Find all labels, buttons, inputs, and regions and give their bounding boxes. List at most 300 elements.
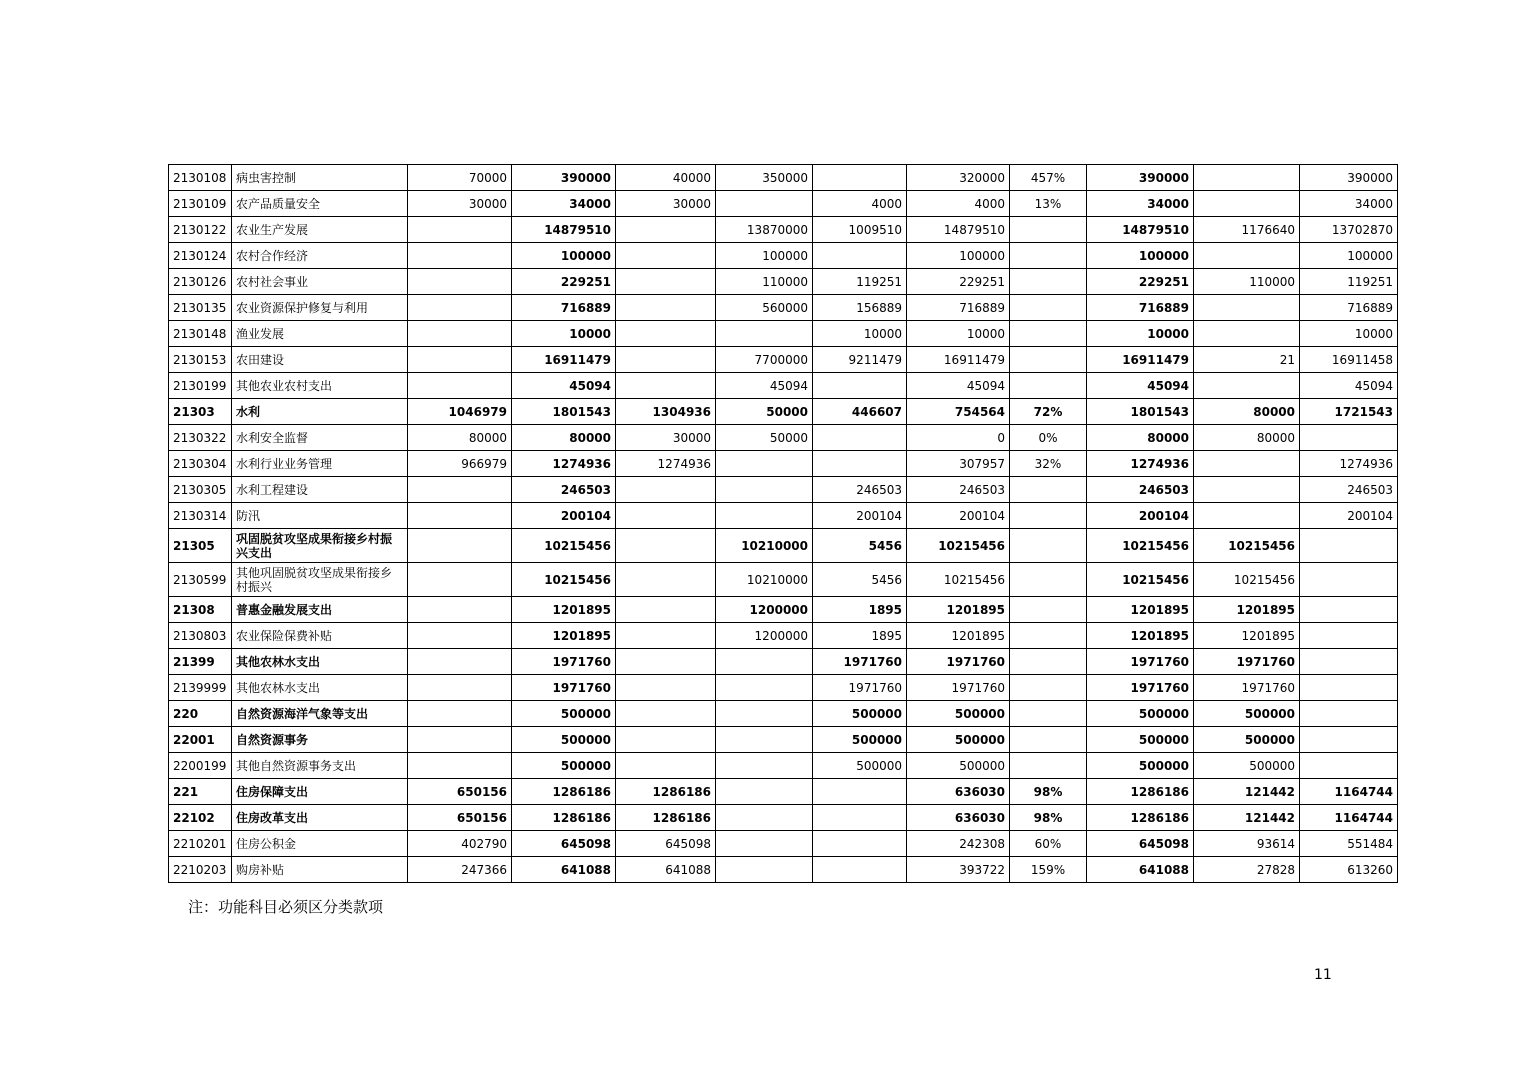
table-cell: 716889 <box>512 295 616 321</box>
table-cell: 1971760 <box>512 675 616 701</box>
table-cell: 200104 <box>512 503 616 529</box>
table-cell: 966979 <box>408 451 512 477</box>
table-cell: 246503 <box>907 477 1010 503</box>
cell-name: 病虫害控制 <box>232 165 408 191</box>
table-cell: 457% <box>1010 165 1087 191</box>
table-cell <box>616 269 716 295</box>
cell-name: 自然资源事务 <box>232 727 408 753</box>
table-cell <box>408 701 512 727</box>
table-cell <box>1010 217 1087 243</box>
cell-code: 2130153 <box>169 347 232 373</box>
table-cell: 110000 <box>716 269 813 295</box>
table-cell: 45094 <box>512 373 616 399</box>
table-cell <box>1194 321 1300 347</box>
cell-name: 自然资源海洋气象等支出 <box>232 701 408 727</box>
table-cell: 500000 <box>512 701 616 727</box>
table-cell <box>616 563 716 597</box>
table-cell: 119251 <box>813 269 907 295</box>
table-row <box>169 701 1398 727</box>
table-cell: 93614 <box>1194 831 1300 857</box>
table-cell: 1286186 <box>616 805 716 831</box>
table-cell: 7700000 <box>716 347 813 373</box>
table-cell: 716889 <box>1087 295 1194 321</box>
table-cell: 121442 <box>1194 779 1300 805</box>
table-row <box>169 649 1398 675</box>
table-cell: 50000 <box>716 425 813 451</box>
cell-name: 农业生产发展 <box>232 217 408 243</box>
table-cell: 246503 <box>1087 477 1194 503</box>
cell-code: 2130108 <box>169 165 232 191</box>
page-number: 11 <box>1314 967 1332 983</box>
table-cell: 500000 <box>907 727 1010 753</box>
budget-table <box>168 164 1398 883</box>
table-cell: 1201895 <box>512 623 616 649</box>
table-row <box>169 727 1398 753</box>
table-row <box>169 373 1398 399</box>
cell-code: 2130322 <box>169 425 232 451</box>
table-row <box>169 399 1398 425</box>
table-cell: 1201895 <box>907 623 1010 649</box>
cell-name: 水利行业业务管理 <box>232 451 408 477</box>
table-cell: 10215456 <box>907 563 1010 597</box>
table-cell <box>408 503 512 529</box>
table-cell: 21 <box>1194 347 1300 373</box>
table-cell <box>1300 597 1398 623</box>
table-cell: 10215456 <box>907 529 1010 563</box>
table-cell: 500000 <box>512 727 616 753</box>
table-row <box>169 753 1398 779</box>
table-cell <box>1010 563 1087 597</box>
table-cell: 34000 <box>512 191 616 217</box>
table-cell: 1201895 <box>512 597 616 623</box>
table-cell: 1200000 <box>716 623 813 649</box>
table-cell: 10215456 <box>512 563 616 597</box>
table-cell: 1286186 <box>512 805 616 831</box>
table-cell: 1721543 <box>1300 399 1398 425</box>
table-cell <box>408 597 512 623</box>
cell-name: 其他自然资源事务支出 <box>232 753 408 779</box>
table-cell <box>616 623 716 649</box>
table-cell: 159% <box>1010 857 1087 883</box>
table-cell <box>716 779 813 805</box>
table-cell <box>1010 373 1087 399</box>
table-cell: 200104 <box>1300 503 1398 529</box>
table-cell: 1274936 <box>1087 451 1194 477</box>
table-cell: 5456 <box>813 529 907 563</box>
table-row <box>169 779 1398 805</box>
table-cell: 200104 <box>1087 503 1194 529</box>
table-cell: 754564 <box>907 399 1010 425</box>
table-body <box>169 165 1398 883</box>
table-cell: 500000 <box>813 701 907 727</box>
table-cell: 80000 <box>408 425 512 451</box>
table-cell: 645098 <box>616 831 716 857</box>
table-row <box>169 675 1398 701</box>
table-cell: 1801543 <box>512 399 616 425</box>
table-cell <box>1194 503 1300 529</box>
table-cell: 307957 <box>907 451 1010 477</box>
table-cell <box>408 477 512 503</box>
table-cell: 393722 <box>907 857 1010 883</box>
cell-name: 其他巩固脱贫攻坚成果衔接乡村振兴 <box>232 563 408 597</box>
table-cell: 16911458 <box>1300 347 1398 373</box>
table-row <box>169 563 1398 597</box>
table-cell: 390000 <box>1300 165 1398 191</box>
table-cell: 500000 <box>907 753 1010 779</box>
table-cell: 45094 <box>1300 373 1398 399</box>
table-cell: 1201895 <box>1087 597 1194 623</box>
table-cell <box>616 321 716 347</box>
table-cell: 500000 <box>813 727 907 753</box>
table-cell <box>1300 425 1398 451</box>
table-cell <box>813 857 907 883</box>
table-cell: 45094 <box>716 373 813 399</box>
table-cell <box>1300 563 1398 597</box>
cell-name: 水利安全监督 <box>232 425 408 451</box>
table-cell: 30000 <box>408 191 512 217</box>
cell-code: 2130148 <box>169 321 232 347</box>
cell-name: 购房补贴 <box>232 857 408 883</box>
table-cell: 13702870 <box>1300 217 1398 243</box>
table-cell: 16911479 <box>512 347 616 373</box>
table-cell: 16911479 <box>907 347 1010 373</box>
cell-name: 农村社会事业 <box>232 269 408 295</box>
table-cell: 1971760 <box>813 649 907 675</box>
table-cell: 1201895 <box>1087 623 1194 649</box>
table-cell: 14879510 <box>1087 217 1194 243</box>
table-cell: 10000 <box>1300 321 1398 347</box>
table-cell: 1895 <box>813 623 907 649</box>
table-cell: 1971760 <box>1194 675 1300 701</box>
table-cell <box>813 165 907 191</box>
table-cell: 50000 <box>716 399 813 425</box>
table-cell <box>1300 727 1398 753</box>
table-cell: 636030 <box>907 805 1010 831</box>
table-cell: 1009510 <box>813 217 907 243</box>
table-cell <box>1300 753 1398 779</box>
table-cell: 72% <box>1010 399 1087 425</box>
table-cell <box>1010 269 1087 295</box>
table-cell <box>1194 191 1300 217</box>
table-cell <box>408 727 512 753</box>
table-cell: 1971760 <box>512 649 616 675</box>
table-cell <box>616 529 716 563</box>
table-cell: 1274936 <box>1300 451 1398 477</box>
table-cell: 156889 <box>813 295 907 321</box>
table-cell: 98% <box>1010 805 1087 831</box>
table-cell: 1971760 <box>1087 675 1194 701</box>
table-cell: 4000 <box>813 191 907 217</box>
table-row <box>169 831 1398 857</box>
cell-name: 巩固脱贫攻坚成果衔接乡村振兴支出 <box>232 529 408 563</box>
table-cell: 45094 <box>1087 373 1194 399</box>
table-cell: 10215456 <box>1194 529 1300 563</box>
table-cell: 10215456 <box>1194 563 1300 597</box>
table-cell: 10215456 <box>512 529 616 563</box>
table-cell <box>616 217 716 243</box>
table-cell: 100000 <box>1087 243 1194 269</box>
table-cell: 10000 <box>907 321 1010 347</box>
cell-code: 21308 <box>169 597 232 623</box>
table-cell <box>1010 295 1087 321</box>
table-cell: 13870000 <box>716 217 813 243</box>
table-cell: 1971760 <box>1087 649 1194 675</box>
table-cell: 100000 <box>512 243 616 269</box>
table-row <box>169 347 1398 373</box>
table-cell: 10215456 <box>1087 563 1194 597</box>
cell-name: 住房公积金 <box>232 831 408 857</box>
table-row <box>169 269 1398 295</box>
table-cell: 14879510 <box>512 217 616 243</box>
table-cell <box>616 295 716 321</box>
cell-code: 2210201 <box>169 831 232 857</box>
table-cell: 100000 <box>716 243 813 269</box>
table-cell: 229251 <box>512 269 616 295</box>
table-cell: 1286186 <box>512 779 616 805</box>
table-cell: 641088 <box>616 857 716 883</box>
table-cell: 716889 <box>1300 295 1398 321</box>
table-row <box>169 477 1398 503</box>
cell-code: 2130124 <box>169 243 232 269</box>
table-cell: 10000 <box>512 321 616 347</box>
table-cell: 16911479 <box>1087 347 1194 373</box>
table-cell <box>813 831 907 857</box>
cell-name: 农业资源保护修复与利用 <box>232 295 408 321</box>
table-cell: 242308 <box>907 831 1010 857</box>
table-cell: 10210000 <box>716 529 813 563</box>
table-cell: 636030 <box>907 779 1010 805</box>
table-cell <box>813 425 907 451</box>
table-cell: 98% <box>1010 779 1087 805</box>
cell-code: 2139999 <box>169 675 232 701</box>
table-cell: 0% <box>1010 425 1087 451</box>
table-cell: 200104 <box>813 503 907 529</box>
table-cell: 500000 <box>813 753 907 779</box>
table-cell <box>408 321 512 347</box>
cell-name: 农田建设 <box>232 347 408 373</box>
table-cell: 30000 <box>616 191 716 217</box>
table-cell: 80000 <box>1194 399 1300 425</box>
table-row <box>169 321 1398 347</box>
table-cell: 246503 <box>1300 477 1398 503</box>
table-cell <box>813 243 907 269</box>
cell-name: 农产品质量安全 <box>232 191 408 217</box>
table-row <box>169 623 1398 649</box>
table-cell: 1201895 <box>1194 597 1300 623</box>
table-cell: 40000 <box>616 165 716 191</box>
cell-code: 22001 <box>169 727 232 753</box>
cell-code: 2130304 <box>169 451 232 477</box>
table-cell: 100000 <box>907 243 1010 269</box>
table-cell <box>408 269 512 295</box>
cell-name: 渔业发展 <box>232 321 408 347</box>
table-cell: 34000 <box>1087 191 1194 217</box>
table-cell <box>1010 727 1087 753</box>
cell-name: 住房保障支出 <box>232 779 408 805</box>
cell-code: 21305 <box>169 529 232 563</box>
table-cell: 200104 <box>907 503 1010 529</box>
table-cell <box>716 477 813 503</box>
cell-code: 21399 <box>169 649 232 675</box>
table-cell <box>616 347 716 373</box>
table-cell: 1971760 <box>907 675 1010 701</box>
table-cell: 80000 <box>512 425 616 451</box>
table-row <box>169 217 1398 243</box>
cell-code: 221 <box>169 779 232 805</box>
table-cell <box>1010 529 1087 563</box>
table-cell: 402790 <box>408 831 512 857</box>
table-cell: 10000 <box>813 321 907 347</box>
table-cell <box>408 563 512 597</box>
cell-code: 2130314 <box>169 503 232 529</box>
table-cell <box>716 727 813 753</box>
table-cell: 641088 <box>1087 857 1194 883</box>
table-cell <box>716 805 813 831</box>
cell-code: 2130305 <box>169 477 232 503</box>
cell-name: 普惠金融发展支出 <box>232 597 408 623</box>
table-cell: 390000 <box>1087 165 1194 191</box>
cell-code: 2130803 <box>169 623 232 649</box>
table-row <box>169 805 1398 831</box>
table-cell: 10215456 <box>1087 529 1194 563</box>
table-cell: 119251 <box>1300 269 1398 295</box>
cell-name: 水利工程建设 <box>232 477 408 503</box>
table-cell: 500000 <box>512 753 616 779</box>
table-cell <box>716 191 813 217</box>
table-cell <box>813 779 907 805</box>
table-row <box>169 503 1398 529</box>
cell-code: 22102 <box>169 805 232 831</box>
table-row <box>169 425 1398 451</box>
cell-name: 其他农林水支出 <box>232 675 408 701</box>
table-cell: 500000 <box>1194 727 1300 753</box>
cell-name: 其他农业农村支出 <box>232 373 408 399</box>
table-cell <box>408 675 512 701</box>
table-cell <box>813 451 907 477</box>
table-cell: 1286186 <box>1087 805 1194 831</box>
table-cell <box>716 675 813 701</box>
table-cell <box>1300 529 1398 563</box>
table-cell <box>616 503 716 529</box>
table-cell: 1286186 <box>616 779 716 805</box>
table-cell <box>616 753 716 779</box>
table-cell: 70000 <box>408 165 512 191</box>
table-cell <box>408 217 512 243</box>
table-row <box>169 191 1398 217</box>
table-cell: 1046979 <box>408 399 512 425</box>
cell-name: 住房改革支出 <box>232 805 408 831</box>
table-cell: 350000 <box>716 165 813 191</box>
table-cell: 27828 <box>1194 857 1300 883</box>
table-cell: 500000 <box>907 701 1010 727</box>
table-cell: 5456 <box>813 563 907 597</box>
table-cell: 246503 <box>813 477 907 503</box>
table-cell: 229251 <box>1087 269 1194 295</box>
table-cell: 650156 <box>408 805 512 831</box>
table-cell <box>1010 347 1087 373</box>
table-cell <box>1010 503 1087 529</box>
table-cell: 1164744 <box>1300 779 1398 805</box>
table-cell <box>1010 623 1087 649</box>
table-cell <box>1194 165 1300 191</box>
table-cell: 9211479 <box>813 347 907 373</box>
table-cell: 1304936 <box>616 399 716 425</box>
table-cell: 500000 <box>1194 701 1300 727</box>
cell-name: 防汛 <box>232 503 408 529</box>
table-cell <box>716 857 813 883</box>
cell-code: 2210203 <box>169 857 232 883</box>
cell-code: 21303 <box>169 399 232 425</box>
table-cell: 716889 <box>907 295 1010 321</box>
cell-name: 其他农林水支出 <box>232 649 408 675</box>
cell-name: 农业保险保费补贴 <box>232 623 408 649</box>
table-cell <box>616 675 716 701</box>
table-cell <box>408 243 512 269</box>
cell-code: 2130599 <box>169 563 232 597</box>
table-row <box>169 165 1398 191</box>
table-cell: 1971760 <box>813 675 907 701</box>
cell-name: 农村合作经济 <box>232 243 408 269</box>
table-cell <box>408 373 512 399</box>
cell-code: 2130199 <box>169 373 232 399</box>
table-cell: 613260 <box>1300 857 1398 883</box>
table-cell <box>408 623 512 649</box>
table-cell: 1895 <box>813 597 907 623</box>
table-cell <box>616 243 716 269</box>
table-cell: 645098 <box>1087 831 1194 857</box>
table-cell <box>408 753 512 779</box>
table-cell <box>1300 649 1398 675</box>
table-cell <box>716 451 813 477</box>
cell-code: 2130122 <box>169 217 232 243</box>
table-cell: 121442 <box>1194 805 1300 831</box>
table-cell: 1164744 <box>1300 805 1398 831</box>
table-cell: 229251 <box>907 269 1010 295</box>
table-cell <box>1010 701 1087 727</box>
table-cell <box>1300 675 1398 701</box>
table-cell: 1971760 <box>907 649 1010 675</box>
table-cell: 10210000 <box>716 563 813 597</box>
table-cell <box>1010 477 1087 503</box>
table-cell: 500000 <box>1194 753 1300 779</box>
table-cell <box>716 649 813 675</box>
table-cell <box>616 649 716 675</box>
table-cell <box>616 701 716 727</box>
table-cell: 1274936 <box>616 451 716 477</box>
table-cell: 390000 <box>512 165 616 191</box>
table-row <box>169 597 1398 623</box>
cell-code: 2130126 <box>169 269 232 295</box>
table-cell <box>1194 243 1300 269</box>
table-cell <box>1300 623 1398 649</box>
table-cell <box>408 529 512 563</box>
table-cell <box>1010 753 1087 779</box>
table-row <box>169 529 1398 563</box>
table-cell: 500000 <box>1087 753 1194 779</box>
table-cell <box>1010 321 1087 347</box>
table-cell: 1201895 <box>1194 623 1300 649</box>
table-cell <box>813 805 907 831</box>
table-row <box>169 451 1398 477</box>
table-cell: 500000 <box>1087 727 1194 753</box>
table-cell <box>1010 243 1087 269</box>
table-cell: 641088 <box>512 857 616 883</box>
table-cell: 60% <box>1010 831 1087 857</box>
table-cell <box>716 753 813 779</box>
table-cell: 1971760 <box>1194 649 1300 675</box>
table-cell: 4000 <box>907 191 1010 217</box>
table-cell: 1200000 <box>716 597 813 623</box>
